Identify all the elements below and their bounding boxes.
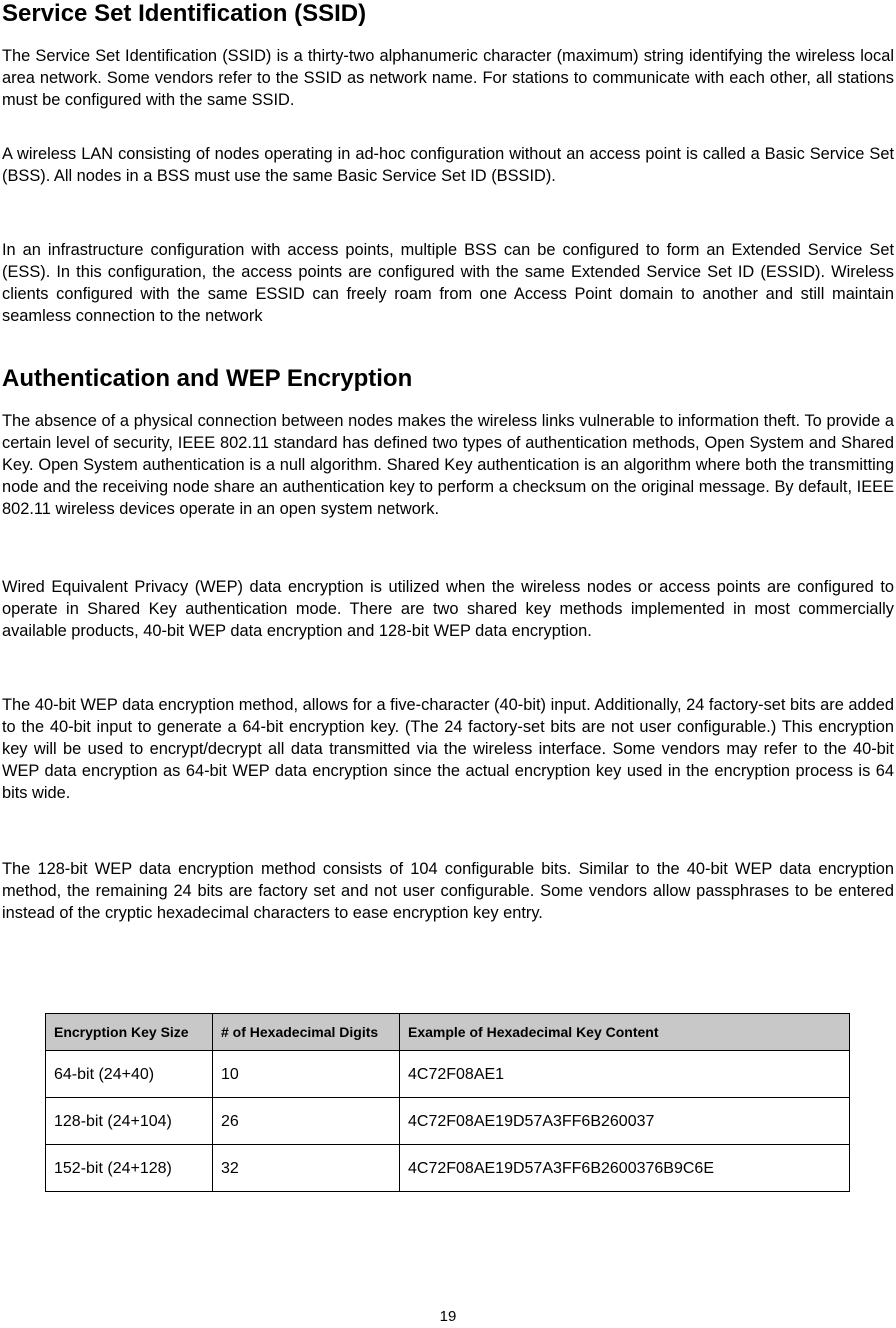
header-hex-digits: # of Hexadecimal Digits <box>213 1014 400 1051</box>
cell-key-example: 4C72F08AE1 <box>400 1051 850 1098</box>
paragraph-bss: A wireless LAN consisting of nodes operating in ad-hoc configuration without an access point is called a Basic Service Set (BSS). All nodes in a BSS must use the same Basic Service Set ID (BSSID). <box>2 145 894 185</box>
cell-hex-digits: 10 <box>213 1051 400 1098</box>
header-key-size: Encryption Key Size <box>46 1014 213 1051</box>
cell-key-example: 4C72F08AE19D57A3FF6B2600376B9C6E <box>400 1145 850 1192</box>
table-row <box>46 1051 850 1098</box>
cell-key-example: 4C72F08AE19D57A3FF6B260037 <box>400 1098 850 1145</box>
encryption-key-table <box>45 1013 850 1192</box>
cell-key-size: 128-bit (24+104) <box>46 1098 213 1145</box>
header-key-example: Example of Hexadecimal Key Content <box>400 1014 850 1051</box>
table-row <box>46 1145 850 1192</box>
table-row <box>46 1098 850 1145</box>
paragraph-authentication: The absence of a physical connection between nodes makes the wireless links vulnerable to information theft. To provide a certain level of security, IEEE 802.11 standard has defined two types of authentication methods, Open System and Shared Key. Open System authentication is a null algorithm. Shared Key authentication is an algorithm where both the transmitting node and the receiving node share an authentication key to perform a checksum on the original message. By default, IEEE 802.11 wireless devices operate in an open system network. <box>2 412 894 518</box>
cell-hex-digits: 32 <box>213 1145 400 1192</box>
paragraph-ess: In an infrastructure configuration with access points, multiple BSS can be configured to form an Extended Service Set (ESS). In this configuration, the access points are configured with the same Extended Service Set ID (ESSID). Wireless clients configured with the same ESSID can freely roam from one Access Point domain to another and still maintain seamless connection to the network <box>2 241 894 325</box>
cell-hex-digits: 26 <box>213 1098 400 1145</box>
page-number: 19 <box>439 1308 457 1325</box>
cell-key-size: 152-bit (24+128) <box>46 1145 213 1192</box>
paragraph-40bit-wep: The 40-bit WEP data encryption method, allows for a five-character (40-bit) input. Additionally, 24 factory-set bits are added to the 40-bit input to generate a 64-bit encryption key. (The 24 factory-set bits are not user configurable.) This encryption key will be used to encrypt/decrypt all data transmitted via the wireless interface. Some vendors may refer to the 40-bit WEP data encryption as 64-bit WEP data encryption since the actual encryption key used in the encryption process is 64 bits wide. <box>2 696 894 802</box>
table-header-row <box>46 1014 850 1051</box>
paragraph-128bit-wep: The 128-bit WEP data encryption method consists of 104 configurable bits. Similar to the 40-bit WEP data encryption method, the remaining 24 bits are factory set and not user configurable. Some vendors allow passphrases to be entered instead of the cryptic hexadecimal characters to ease encryption key entry. <box>2 860 894 922</box>
section-heading-authentication: Authentication and WEP Encryption <box>2 365 413 392</box>
section-heading-ssid: Service Set Identification (SSID) <box>2 0 367 27</box>
paragraph-ssid-definition: The Service Set Identification (SSID) is a thirty-two alphanumeric character (maximum) string identifying the wireless local area network. Some vendors refer to the SSID as network name. For stations to communicate with each other, all stations must be configured with the same SSID. <box>2 47 894 109</box>
cell-key-size: 64-bit (24+40) <box>46 1051 213 1098</box>
paragraph-wep: Wired Equivalent Privacy (WEP) data encryption is utilized when the wireless nodes or access points are configured to operate in Shared Key authentication mode. There are two shared key methods implemented in most commercially available products, 40-bit WEP data encryption and 128-bit WEP data encryption. <box>2 578 894 640</box>
